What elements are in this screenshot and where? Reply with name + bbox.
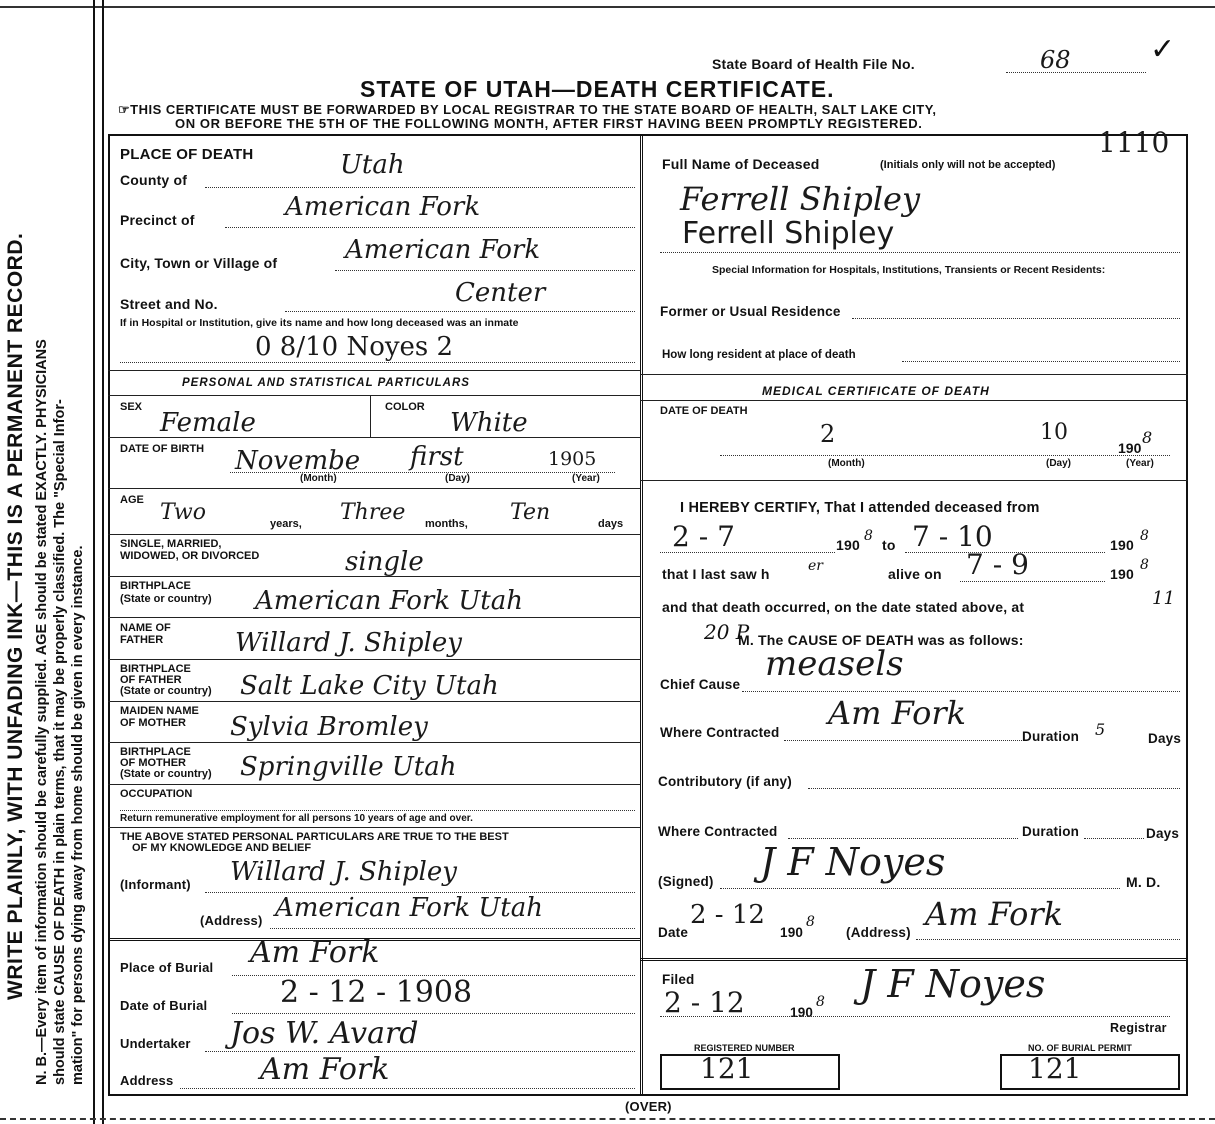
death-month-label: (Month) — [828, 458, 865, 469]
attended-from-line — [660, 552, 835, 553]
birthplace-label-2: (State or country) — [120, 593, 212, 605]
sign-date-label: Date — [658, 925, 689, 940]
father-value: Willard J. Shipley — [235, 628, 462, 658]
death-hour: 11 — [1152, 588, 1175, 609]
sidebar-line-3: mation" for persons dying away from home should be given in every instance. — [70, 545, 86, 1085]
sex-row-line — [108, 437, 640, 438]
birthplace-row-line — [108, 617, 640, 618]
sign-year-prefix: 190 — [780, 925, 804, 940]
dob-month: Novembe — [235, 446, 361, 476]
sidebar-line-2: should state CAUSE OF DEATH in plain terms, that it may be properly classified. The "Special Infor- — [52, 399, 68, 1085]
age-years: Two — [160, 500, 206, 525]
county-line — [205, 187, 635, 188]
duration-2-line — [1084, 838, 1144, 839]
last-saw-blank: er — [808, 558, 823, 574]
father-label-1: NAME OF — [120, 622, 171, 634]
sidebar-line-1: N. B.—Every item of information should be carefully supplied. AGE should be stated EXACTLY. PHYSICIANS — [34, 339, 50, 1085]
mother-bp-label-3: (State or country) — [120, 768, 212, 780]
marital-label-1: SINGLE, MARRIED, — [120, 538, 222, 550]
burial-permit-value: 121 — [1028, 1052, 1082, 1085]
deceased-name-line — [660, 252, 1180, 253]
attended-from-date: 2 - 7 — [672, 520, 735, 553]
bottom-edge-line — [0, 1118, 1215, 1120]
marital-value: single — [345, 547, 424, 577]
mother-row-line — [108, 742, 640, 743]
county-label: County of — [120, 172, 188, 188]
death-ampm: 20 P — [704, 620, 750, 644]
deceased-name-script: Ferrell Shipley — [680, 180, 921, 218]
mother-bp-label-1: BIRTHPLACE — [120, 746, 191, 758]
file-no-line — [1006, 72, 1146, 73]
to-year-prefix: 190 — [1110, 537, 1134, 553]
sign-address-value: Am Fork — [925, 895, 1064, 933]
mother-bp-value: Springville Utah — [240, 752, 457, 782]
top-edge-line — [0, 6, 1215, 8]
death-year-prefix: 190 — [1118, 440, 1142, 456]
dob-year-label: (Year) — [572, 473, 600, 484]
former-residence-label: Former or Usual Residence — [660, 304, 841, 319]
father-bp-value: Salt Lake City Utah — [240, 671, 499, 701]
death-year-label: (Year) — [1126, 458, 1154, 469]
contributory-label: Contributory (if any) — [658, 774, 792, 789]
street-label: Street and No. — [120, 296, 218, 312]
burial-address-value: Am Fork — [260, 1052, 390, 1087]
registered-number-value: 121 — [700, 1052, 754, 1085]
duration-2-days-label: Days — [1146, 826, 1180, 841]
duration-days-label: Days — [1148, 731, 1182, 746]
death-day: 10 — [1040, 420, 1068, 445]
resident-line — [902, 361, 1180, 362]
birthplace-value: American Fork Utah — [255, 586, 523, 616]
birthplace-label-1: BIRTHPLACE — [120, 580, 191, 592]
father-label-2: FATHER — [120, 634, 164, 646]
where-contracted-label: Where Contracted — [660, 725, 780, 740]
alive-date: 7 - 9 — [966, 548, 1029, 581]
occupation-label: OCCUPATION — [120, 788, 193, 800]
sign-date: 2 - 12 — [690, 900, 765, 930]
mother-label-1: MAIDEN NAME — [120, 705, 199, 717]
last-saw-text: that I last saw h — [662, 566, 770, 582]
occupation-line — [120, 810, 635, 811]
undertaker-label: Undertaker — [120, 1036, 191, 1051]
signed-line — [720, 888, 1120, 889]
medical-heading-line — [640, 400, 1188, 401]
precinct-label: Precinct of — [120, 212, 195, 228]
precinct-line — [225, 227, 635, 228]
age-days-label: days — [598, 518, 624, 530]
age-row-line — [108, 534, 640, 535]
column-divider — [640, 134, 643, 1096]
dob-year: 1905 — [548, 448, 597, 470]
sex-value: Female — [160, 408, 256, 438]
mother-bp-label-2: OF MOTHER — [120, 757, 186, 769]
marital-row-line — [108, 576, 640, 577]
filed-year-suffix: 8 — [816, 994, 825, 1010]
dob-line — [230, 472, 615, 473]
death-year-suffix: 8 — [1142, 428, 1153, 447]
deceased-name-print: Ferrell Shipley — [682, 216, 895, 251]
father-row-line — [108, 659, 640, 660]
hospital-label: If in Hospital or Institution, give its name and how long deceased was an inmate — [120, 317, 519, 329]
resident-label: How long resident at place of death — [662, 349, 856, 361]
duration-2-label: Duration — [1022, 824, 1080, 839]
death-month: 2 — [820, 420, 836, 448]
age-months: Three — [340, 500, 406, 525]
sidebar-main-text: WRITE PLAINLY, WITH UNFADING INK—THIS IS A PERMANENT RECORD. — [4, 232, 27, 1000]
registrar-signature: J F Noyes — [860, 962, 1046, 1006]
street-value: Center — [455, 278, 546, 308]
informant-value: Willard J. Shipley — [230, 857, 457, 887]
dob-label: DATE OF BIRTH — [120, 443, 205, 455]
age-months-label: months, — [425, 518, 468, 530]
informant-address-value: American Fork Utah — [275, 893, 543, 923]
informant-label: (Informant) — [120, 877, 191, 892]
filing-separator — [640, 958, 1188, 961]
dob-month-label: (Month) — [300, 473, 337, 484]
sex-label: SEX — [120, 401, 143, 413]
where-contracted-2-label: Where Contracted — [658, 824, 778, 839]
special-info-label: Special Information for Hospitals, Institutions, Transients or Recent Residents: — [712, 264, 1106, 276]
city-value: American Fork — [345, 235, 541, 265]
certify-text: I HEREBY CERTIFY, That I attended deceased from — [680, 500, 1040, 516]
county-value: Utah — [340, 150, 405, 180]
dob-day-label: (Day) — [445, 473, 471, 484]
father-bp-label-3: (State or country) — [120, 685, 212, 697]
where-contracted-line — [784, 740, 1024, 741]
file-no-value: 68 — [1040, 46, 1071, 74]
undertaker-value: Jos W. Avard — [230, 1016, 419, 1051]
place-separator — [108, 370, 640, 371]
dob-row-line — [108, 488, 640, 489]
age-days: Ten — [510, 500, 551, 525]
certificate-title: STATE OF UTAH—DEATH CERTIFICATE. — [360, 76, 835, 102]
registered-number-label: REGISTERED NUMBER — [694, 1043, 795, 1053]
burial-place-label: Place of Burial — [120, 960, 214, 975]
medical-heading: MEDICAL CERTIFICATE OF DEATH — [762, 384, 990, 398]
attended-to-date: 7 - 10 — [912, 520, 993, 553]
hospital-value: 0 8/10 Noyes 2 — [255, 332, 454, 362]
place-heading: PLACE OF DEATH — [120, 146, 254, 163]
cause-text: M. The CAUSE OF DEATH was as follows: — [738, 632, 1024, 648]
corner-number: 1110 — [1098, 126, 1170, 159]
burial-date-line — [232, 1013, 635, 1014]
father-bp-label-1: BIRTHPLACE — [120, 663, 191, 675]
sex-color-divider — [370, 395, 371, 437]
registrar-label: Registrar — [1110, 1021, 1167, 1035]
margin-rule-inner — [102, 0, 104, 1124]
informant-note-1: THE ABOVE STATED PERSONAL PARTICULARS ARE TRUE TO THE BEST — [120, 831, 509, 843]
father-bp-label-2: OF FATHER — [120, 674, 182, 686]
burial-date-value: 2 - 12 - 1908 — [280, 975, 473, 1010]
marital-label-2: WIDOWED, OR DIVORCED — [120, 550, 260, 562]
sign-address-line — [916, 939, 1180, 940]
hospital-line — [120, 362, 635, 363]
alive-on-label: alive on — [888, 566, 942, 582]
chief-cause-line — [742, 691, 1180, 692]
filed-year-prefix: 190 — [790, 1005, 814, 1020]
sign-year-suffix: 8 — [806, 914, 815, 930]
death-date-line — [720, 455, 1170, 456]
color-label: COLOR — [385, 401, 425, 413]
former-residence-line — [852, 318, 1180, 319]
signed-label: (Signed) — [658, 874, 714, 889]
alive-year-suffix: 8 — [1140, 557, 1149, 573]
filed-date: 2 - 12 — [664, 986, 745, 1019]
burial-address-label: Address — [120, 1073, 174, 1088]
sidebar-instructions — [0, 0, 90, 1124]
sign-address-label: (Address) — [846, 925, 911, 940]
medical-separator — [640, 374, 1188, 375]
chief-cause-label: Chief Cause — [660, 677, 741, 692]
burial-address-line — [180, 1088, 635, 1089]
alive-date-line — [960, 581, 1105, 582]
duration-value: 5 — [1095, 720, 1106, 739]
contributory-line — [808, 788, 1180, 789]
over-label: (OVER) — [625, 1099, 672, 1114]
city-label: City, Town or Village of — [120, 255, 278, 271]
margin-rule — [93, 0, 95, 1124]
physician-signature: J F Noyes — [760, 840, 946, 884]
city-line — [335, 270, 635, 271]
occupation-note: Return remunerative employment for all persons 10 years of age and over. — [120, 813, 473, 824]
burial-place-value: Am Fork — [250, 935, 380, 970]
from-year-prefix: 190 — [836, 537, 860, 553]
burial-permit-label: NO. OF BURIAL PERMIT — [1028, 1043, 1132, 1053]
where-contracted-value: Am Fork — [828, 694, 967, 732]
dob-day: first — [410, 442, 464, 472]
personal-heading: PERSONAL AND STATISTICAL PARTICULARS — [182, 377, 470, 389]
file-no-label: State Board of Health File No. — [712, 56, 915, 72]
filed-label: Filed — [662, 972, 695, 987]
precinct-value: American Fork — [285, 192, 481, 222]
duration-label: Duration — [1022, 729, 1080, 744]
burial-date-label: Date of Burial — [120, 998, 208, 1013]
burial-permit-box — [1000, 1054, 1180, 1090]
from-year-suffix: 8 — [864, 528, 873, 544]
death-date-label: DATE OF DEATH — [660, 405, 748, 417]
filed-line — [660, 1016, 1170, 1017]
street-line — [285, 311, 635, 312]
personal-heading-line — [108, 395, 640, 396]
informant-address-line — [270, 928, 635, 929]
death-day-label: (Day) — [1046, 458, 1072, 469]
chief-cause-value: measels — [765, 644, 904, 684]
to-label: to — [882, 537, 896, 553]
informant-address-label: (Address) — [200, 913, 263, 928]
occupation-row-line — [108, 827, 640, 828]
notice-line-2: ON OR BEFORE THE 5TH OF THE FOLLOWING MONTH, AFTER FIRST HAVING BEEN PROMPTLY REGISTERED. — [175, 116, 923, 131]
alive-year-prefix: 190 — [1110, 566, 1134, 582]
age-label: AGE — [120, 494, 144, 506]
mother-bp-row-line — [108, 784, 640, 785]
occurred-text: and that death occurred, on the date stated above, at — [662, 599, 1025, 615]
to-year-suffix: 8 — [1140, 528, 1149, 544]
deceased-name-note: (Initials only will not be accepted) — [880, 159, 1056, 171]
date-row-line — [640, 480, 1188, 481]
check-mark-icon: ✓ — [1150, 32, 1176, 67]
color-value: White — [450, 408, 528, 438]
md-label: M. D. — [1126, 874, 1161, 890]
mother-label-2: OF MOTHER — [120, 717, 186, 729]
informant-note-2: OF MY KNOWLEDGE AND BELIEF — [132, 842, 312, 854]
age-years-label: years, — [270, 518, 302, 530]
deceased-name-label: Full Name of Deceased — [662, 156, 820, 172]
where-contracted-2-line — [788, 838, 1018, 839]
notice-line-1: ☞THIS CERTIFICATE MUST BE FORWARDED BY LOCAL REGISTRAR TO THE STATE BOARD OF HEALTH, SALT LAKE CITY, — [118, 102, 937, 117]
mother-value: Sylvia Bromley — [230, 712, 428, 742]
father-bp-row-line — [108, 701, 640, 702]
